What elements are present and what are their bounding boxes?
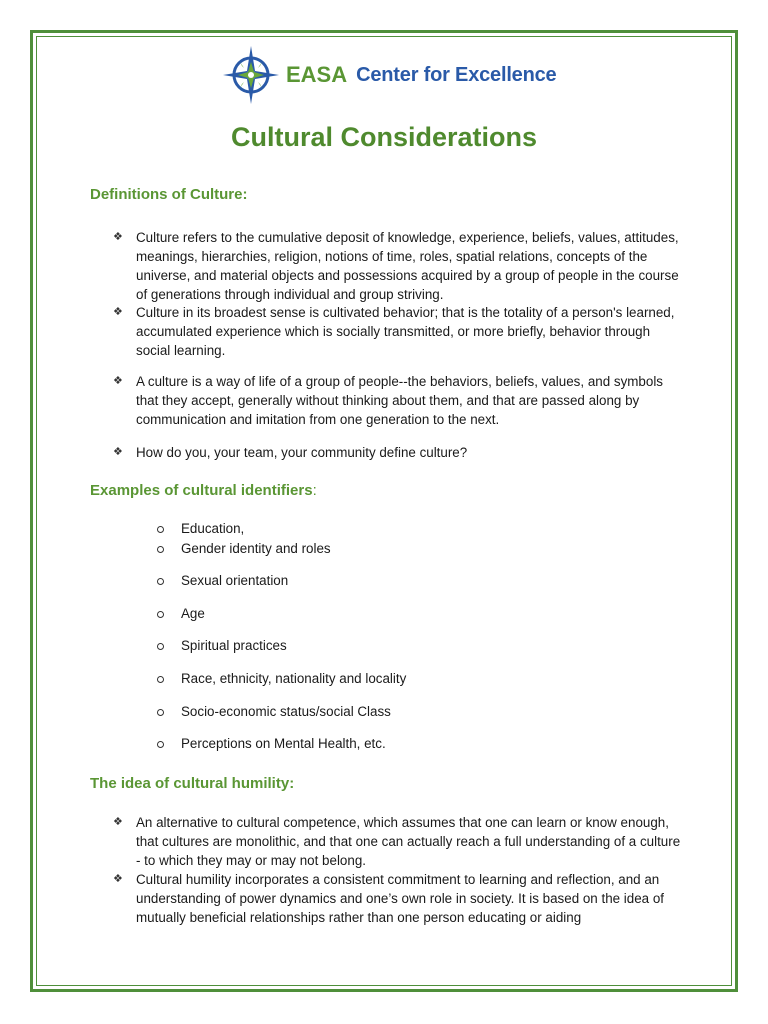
humility-paragraph: An alternative to cultural competence, which assumes that one can learn or know enough, that cultures are monolithic, and that one can actually reach a full understanding of a culture - to which they may or may not belong. [136, 815, 681, 868]
list-item: Socio-economic status/social Class [181, 704, 391, 719]
logo-center-text: Center for Excellence [356, 63, 557, 86]
diamond-bullet-icon: ❖ [113, 306, 123, 318]
circle-bullet-icon [157, 643, 164, 650]
identifiers-heading [90, 482, 317, 499]
definition-paragraph: How do you, your team, your community define culture? [136, 445, 468, 460]
diamond-bullet-icon: ❖ [113, 375, 123, 387]
easa-logo [220, 42, 556, 108]
circle-bullet-icon [157, 546, 164, 553]
list-item: Perceptions on Mental Health, etc. [181, 736, 386, 751]
circle-bullet-icon [157, 676, 164, 683]
compass-logo-icon [220, 42, 282, 108]
diamond-bullet-icon: ❖ [113, 873, 123, 885]
definition-paragraph: Culture in its broadest sense is cultivated behavior; that is the totality of a person's learned, accumulated experience which is socially transmitted, or more briefly, behavior through social learning. [136, 305, 675, 358]
humility-heading: The idea of cultural humility: [90, 775, 295, 792]
identifiers-heading-colon: : [312, 482, 317, 499]
list-item: Race, ethnicity, nationality and locality [181, 671, 407, 686]
identifiers-heading-text: Examples of cultural identifiers [90, 482, 313, 499]
circle-bullet-icon [157, 578, 164, 585]
circle-bullet-icon [157, 741, 164, 748]
diamond-bullet-icon: ❖ [113, 231, 123, 243]
diamond-bullet-icon: ❖ [113, 816, 123, 828]
page-title: Cultural Considerations [230, 122, 538, 152]
definition-paragraph: Culture refers to the cumulative deposit of knowledge, experience, beliefs, values, attitudes, meanings, hierarchies, religion, notions of time, roles, spatial relations, concepts of the universe, and material objects and possessions acquired by a group of people in the course of generations through individual and group striving. [136, 230, 679, 302]
list-item: Age [181, 606, 205, 621]
diamond-bullet-icon: ❖ [113, 446, 123, 458]
humility-paragraph: Cultural humility incorporates a consistent commitment to learning and reflection, and an understanding of power dynamics and one’s own role in society. It is based on the idea of mutually beneficial relationships rather than one person educating or aiding [136, 872, 665, 925]
list-item: Spiritual practices [181, 638, 287, 653]
circle-bullet-icon [157, 611, 164, 618]
list-item: Sexual orientation [181, 573, 289, 588]
list-item: Education, [181, 521, 245, 536]
circle-bullet-icon [157, 526, 164, 533]
definition-paragraph: A culture is a way of life of a group of people--the behaviors, beliefs, values, and symbols that they accept, generally without thinking about them, and that are passed along by communication and imitation from one generation to the next. [136, 374, 663, 427]
definitions-heading: Definitions of Culture: [90, 186, 248, 203]
list-item: Gender identity and roles [181, 541, 331, 556]
circle-bullet-icon [157, 709, 164, 716]
logo-easa-text: EASA [286, 62, 348, 87]
